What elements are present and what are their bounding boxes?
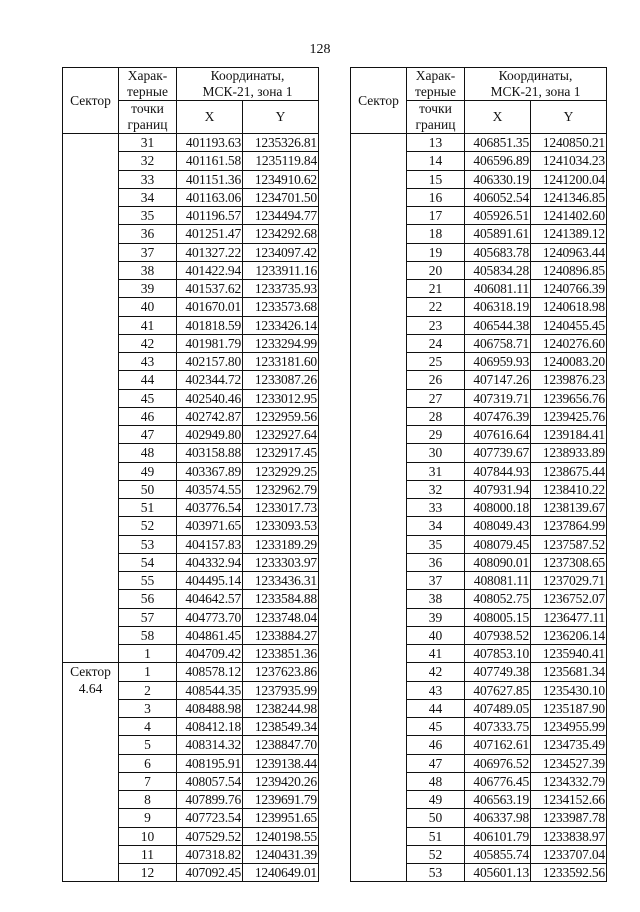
header-coordinates-line1: Координаты, [498,68,573,83]
point-number-cell: 32 [119,152,177,170]
point-number-cell: 42 [119,334,177,352]
x-coordinate-cell: 408412.18 [177,718,243,736]
header-sector: Сектор [351,68,407,134]
y-coordinate-cell: 1233584.88 [243,590,319,608]
x-coordinate-cell: 407899.76 [177,791,243,809]
point-number-cell: 37 [119,243,177,261]
coordinates-table-left [62,67,319,882]
y-coordinate-cell: 1236206.14 [531,626,607,644]
x-coordinate-cell: 404157.83 [177,535,243,553]
x-coordinate-cell: 403574.55 [177,480,243,498]
x-coordinate-cell: 408314.32 [177,736,243,754]
point-number-cell: 8 [119,791,177,809]
y-coordinate-cell: 1237935.99 [243,681,319,699]
y-coordinate-cell: 1233707.04 [531,845,607,863]
x-coordinate-cell: 401537.62 [177,280,243,298]
x-coordinate-cell: 404773.70 [177,608,243,626]
x-coordinate-cell: 408195.91 [177,754,243,772]
point-number-cell: 40 [407,626,465,644]
header-x: X [177,101,243,134]
point-number-cell: 29 [407,426,465,444]
y-coordinate-cell: 1240963.44 [531,243,607,261]
point-number-cell: 57 [119,608,177,626]
y-coordinate-cell: 1233987.78 [531,809,607,827]
point-number-cell: 34 [119,188,177,206]
point-number-cell: 46 [119,407,177,425]
x-coordinate-cell: 405891.61 [465,225,531,243]
y-coordinate-cell: 1233012.95 [243,389,319,407]
y-coordinate-cell: 1241346.85 [531,188,607,206]
x-coordinate-cell: 408049.43 [465,517,531,535]
point-number-cell: 52 [407,845,465,863]
point-number-cell: 45 [407,718,465,736]
point-number-cell: 23 [407,316,465,334]
y-coordinate-cell: 1235187.90 [531,699,607,717]
point-number-cell: 42 [407,663,465,681]
y-coordinate-cell: 1233087.26 [243,371,319,389]
point-number-cell: 33 [119,170,177,188]
x-coordinate-cell: 407333.75 [465,718,531,736]
page-number: 128 [309,42,331,57]
x-coordinate-cell: 406758.71 [465,334,531,352]
point-number-cell: 39 [119,280,177,298]
x-coordinate-cell: 407616.64 [465,426,531,444]
x-coordinate-cell: 404495.14 [177,572,243,590]
point-number-cell: 37 [407,572,465,590]
point-number-cell: 39 [407,608,465,626]
header-points-line3: точки [131,101,164,116]
x-coordinate-cell: 405834.28 [465,261,531,279]
point-number-cell: 40 [119,298,177,316]
y-coordinate-cell: 1239876.23 [531,371,607,389]
y-coordinate-cell: 1235326.81 [243,134,319,152]
point-number-cell: 3 [119,699,177,717]
x-coordinate-cell: 401981.79 [177,334,243,352]
y-coordinate-cell: 1240649.01 [243,864,319,882]
x-coordinate-cell: 407723.54 [177,809,243,827]
x-coordinate-cell: 406776.45 [465,772,531,790]
x-coordinate-cell: 406959.93 [465,353,531,371]
point-number-cell: 52 [119,517,177,535]
point-number-cell: 51 [119,499,177,517]
header-points-line4: границ [127,117,168,132]
y-coordinate-cell: 1237623.86 [243,663,319,681]
point-number-cell: 11 [119,845,177,863]
sector-cell: Сектор 4.64 [63,663,119,882]
x-coordinate-cell: 408578.12 [177,663,243,681]
x-coordinate-cell: 402742.87 [177,407,243,425]
header-points [119,68,177,101]
point-number-cell: 7 [119,772,177,790]
x-coordinate-cell: 407529.52 [177,827,243,845]
y-coordinate-cell: 1233426.14 [243,316,319,334]
header-points-cont [119,101,177,134]
y-coordinate-cell: 1239138.44 [243,754,319,772]
point-number-cell: 24 [407,334,465,352]
x-coordinate-cell: 407627.85 [465,681,531,699]
x-coordinate-cell: 406101.79 [465,827,531,845]
x-coordinate-cell: 402344.72 [177,371,243,389]
point-number-cell: 43 [407,681,465,699]
point-number-cell: 49 [119,462,177,480]
x-coordinate-cell: 407749.38 [465,663,531,681]
y-coordinate-cell: 1241389.12 [531,225,607,243]
y-coordinate-cell: 1233294.99 [243,334,319,352]
x-coordinate-cell: 406851.35 [465,134,531,152]
y-coordinate-cell: 1240431.39 [243,845,319,863]
x-coordinate-cell: 408544.35 [177,681,243,699]
point-number-cell: 36 [407,553,465,571]
y-coordinate-cell: 1234494.77 [243,207,319,225]
x-coordinate-cell: 404332.94 [177,553,243,571]
y-coordinate-cell: 1238549.34 [243,718,319,736]
sector-cell [351,134,407,882]
y-coordinate-cell: 1240198.55 [243,827,319,845]
x-coordinate-cell: 406976.52 [465,754,531,772]
point-number-cell: 49 [407,791,465,809]
y-coordinate-cell: 1235681.34 [531,663,607,681]
header-points-line1: Харак- [415,68,456,83]
header-points-line2: терные [127,84,168,99]
y-coordinate-cell: 1238410.22 [531,480,607,498]
point-number-cell: 44 [407,699,465,717]
x-coordinate-cell: 408057.54 [177,772,243,790]
y-coordinate-cell: 1240766.39 [531,280,607,298]
y-coordinate-cell: 1234527.39 [531,754,607,772]
point-number-cell: 26 [407,371,465,389]
table-row [351,134,607,152]
point-number-cell: 43 [119,353,177,371]
point-number-cell: 22 [407,298,465,316]
point-number-cell: 28 [407,407,465,425]
y-coordinate-cell: 1240276.60 [531,334,607,352]
y-coordinate-cell: 1233017.73 [243,499,319,517]
y-coordinate-cell: 1234701.50 [243,188,319,206]
y-coordinate-cell: 1239184.41 [531,426,607,444]
x-coordinate-cell: 408005.15 [465,608,531,626]
point-number-cell: 31 [407,462,465,480]
y-coordinate-cell: 1237864.99 [531,517,607,535]
x-coordinate-cell: 408090.01 [465,553,531,571]
point-number-cell: 48 [119,444,177,462]
header-points-line1: Харак- [127,68,168,83]
y-coordinate-cell: 1233748.04 [243,608,319,626]
y-coordinate-cell: 1237587.52 [531,535,607,553]
point-number-cell: 41 [119,316,177,334]
x-coordinate-cell: 406596.89 [465,152,531,170]
y-coordinate-cell: 1239951.65 [243,809,319,827]
x-coordinate-cell: 407489.05 [465,699,531,717]
y-coordinate-cell: 1232929.25 [243,462,319,480]
point-number-cell: 47 [119,426,177,444]
x-coordinate-cell: 407318.82 [177,845,243,863]
header-points-line3: точки [419,101,452,116]
y-coordinate-cell: 1241402.60 [531,207,607,225]
point-number-cell: 47 [407,754,465,772]
y-coordinate-cell: 1232927.64 [243,426,319,444]
y-coordinate-cell: 1232959.56 [243,407,319,425]
point-number-cell: 20 [407,261,465,279]
point-number-cell: 41 [407,645,465,663]
y-coordinate-cell: 1234152.66 [531,791,607,809]
point-number-cell: 6 [119,754,177,772]
x-coordinate-cell: 407162.61 [465,736,531,754]
point-number-cell: 19 [407,243,465,261]
x-coordinate-cell: 401251.47 [177,225,243,243]
point-number-cell: 25 [407,353,465,371]
y-coordinate-cell: 1235430.10 [531,681,607,699]
x-coordinate-cell: 407476.39 [465,407,531,425]
y-coordinate-cell: 1234735.49 [531,736,607,754]
y-coordinate-cell: 1239420.26 [243,772,319,790]
point-number-cell: 34 [407,517,465,535]
point-number-cell: 35 [119,207,177,225]
point-number-cell: 33 [407,499,465,517]
x-coordinate-cell: 407739.67 [465,444,531,462]
point-number-cell: 58 [119,626,177,644]
sector-cell [63,134,119,663]
y-coordinate-cell: 1234097.42 [243,243,319,261]
x-coordinate-cell: 401151.36 [177,170,243,188]
y-coordinate-cell: 1232962.79 [243,480,319,498]
y-coordinate-cell: 1235119.84 [243,152,319,170]
x-coordinate-cell: 402157.80 [177,353,243,371]
header-points-line2: терные [415,84,456,99]
x-coordinate-cell: 408079.45 [465,535,531,553]
y-coordinate-cell: 1233735.93 [243,280,319,298]
x-coordinate-cell: 406318.19 [465,298,531,316]
x-coordinate-cell: 401163.06 [177,188,243,206]
y-coordinate-cell: 1237029.71 [531,572,607,590]
point-number-cell: 48 [407,772,465,790]
x-coordinate-cell: 408488.98 [177,699,243,717]
x-coordinate-cell: 408052.75 [465,590,531,608]
header-points [407,68,465,101]
y-coordinate-cell: 1233838.97 [531,827,607,845]
point-number-cell: 14 [407,152,465,170]
y-coordinate-cell: 1234292.68 [243,225,319,243]
table-row [63,134,319,152]
x-coordinate-cell: 407931.94 [465,480,531,498]
x-coordinate-cell: 402540.46 [177,389,243,407]
y-coordinate-cell: 1233573.68 [243,298,319,316]
point-number-cell: 21 [407,280,465,298]
y-coordinate-cell: 1240455.45 [531,316,607,334]
x-coordinate-cell: 406052.54 [465,188,531,206]
point-number-cell: 38 [119,261,177,279]
x-coordinate-cell: 407147.26 [465,371,531,389]
x-coordinate-cell: 405926.51 [465,207,531,225]
y-coordinate-cell: 1233592.56 [531,864,607,882]
header-points-cont [407,101,465,134]
header-points-line4: границ [415,117,456,132]
y-coordinate-cell: 1240083.20 [531,353,607,371]
point-number-cell: 36 [119,225,177,243]
point-number-cell: 51 [407,827,465,845]
point-number-cell: 16 [407,188,465,206]
x-coordinate-cell: 401193.63 [177,134,243,152]
point-number-cell: 2 [119,681,177,699]
y-coordinate-cell: 1238933.89 [531,444,607,462]
y-coordinate-cell: 1238675.44 [531,462,607,480]
y-coordinate-cell: 1241200.04 [531,170,607,188]
header-coordinates-line2: МСК-21, зона 1 [202,84,293,99]
point-number-cell: 4 [119,718,177,736]
x-coordinate-cell: 407853.10 [465,645,531,663]
y-coordinate-cell: 1233851.36 [243,645,319,663]
point-number-cell: 56 [119,590,177,608]
point-number-cell: 45 [119,389,177,407]
x-coordinate-cell: 401670.01 [177,298,243,316]
point-number-cell: 46 [407,736,465,754]
x-coordinate-cell: 405601.13 [465,864,531,882]
header-sector: Сектор [63,68,119,134]
y-coordinate-cell: 1233189.29 [243,535,319,553]
point-number-cell: 35 [407,535,465,553]
point-number-cell: 53 [119,535,177,553]
y-coordinate-cell: 1239691.79 [243,791,319,809]
header-coordinates [465,68,607,101]
x-coordinate-cell: 406081.11 [465,280,531,298]
x-coordinate-cell: 402949.80 [177,426,243,444]
y-coordinate-cell: 1239656.76 [531,389,607,407]
x-coordinate-cell: 404642.57 [177,590,243,608]
y-coordinate-cell: 1240896.85 [531,261,607,279]
table-row [63,663,319,681]
point-number-cell: 18 [407,225,465,243]
y-coordinate-cell: 1237308.65 [531,553,607,571]
x-coordinate-cell: 406330.19 [465,170,531,188]
header-x: X [465,101,531,134]
point-number-cell: 9 [119,809,177,827]
point-number-cell: 55 [119,572,177,590]
header-coordinates-line1: Координаты, [210,68,285,83]
coordinates-table-right [350,67,607,882]
point-number-cell: 50 [119,480,177,498]
x-coordinate-cell: 407938.52 [465,626,531,644]
y-coordinate-cell: 1236752.07 [531,590,607,608]
x-coordinate-cell: 403971.65 [177,517,243,535]
header-coordinates [177,68,319,101]
table-body [63,134,319,882]
point-number-cell: 5 [119,736,177,754]
point-number-cell: 12 [119,864,177,882]
y-coordinate-cell: 1234332.79 [531,772,607,790]
point-number-cell: 27 [407,389,465,407]
y-coordinate-cell: 1241034.23 [531,152,607,170]
y-coordinate-cell: 1233911.16 [243,261,319,279]
y-coordinate-cell: 1234955.99 [531,718,607,736]
x-coordinate-cell: 404861.45 [177,626,243,644]
point-number-cell: 31 [119,134,177,152]
x-coordinate-cell: 401422.94 [177,261,243,279]
y-coordinate-cell: 1238847.70 [243,736,319,754]
x-coordinate-cell: 403367.89 [177,462,243,480]
point-number-cell: 30 [407,444,465,462]
x-coordinate-cell: 401161.58 [177,152,243,170]
y-coordinate-cell: 1238244.98 [243,699,319,717]
y-coordinate-cell: 1238139.67 [531,499,607,517]
header-y: Y [243,101,319,134]
x-coordinate-cell: 406563.19 [465,791,531,809]
y-coordinate-cell: 1233093.53 [243,517,319,535]
y-coordinate-cell: 1233181.60 [243,353,319,371]
x-coordinate-cell: 408081.11 [465,572,531,590]
y-coordinate-cell: 1239425.76 [531,407,607,425]
point-number-cell: 13 [407,134,465,152]
point-number-cell: 1 [119,645,177,663]
point-number-cell: 15 [407,170,465,188]
y-coordinate-cell: 1233884.27 [243,626,319,644]
x-coordinate-cell: 405855.74 [465,845,531,863]
point-number-cell: 32 [407,480,465,498]
point-number-cell: 54 [119,553,177,571]
x-coordinate-cell: 404709.42 [177,645,243,663]
y-coordinate-cell: 1233303.97 [243,553,319,571]
x-coordinate-cell: 401327.22 [177,243,243,261]
x-coordinate-cell: 406337.98 [465,809,531,827]
y-coordinate-cell: 1236477.11 [531,608,607,626]
point-number-cell: 1 [119,663,177,681]
x-coordinate-cell: 403776.54 [177,499,243,517]
point-number-cell: 53 [407,864,465,882]
y-coordinate-cell: 1240850.21 [531,134,607,152]
point-number-cell: 44 [119,371,177,389]
point-number-cell: 50 [407,809,465,827]
table-body [351,134,607,882]
y-coordinate-cell: 1240618.98 [531,298,607,316]
y-coordinate-cell: 1233436.31 [243,572,319,590]
y-coordinate-cell: 1232917.45 [243,444,319,462]
header-coordinates-line2: МСК-21, зона 1 [490,84,581,99]
x-coordinate-cell: 407092.45 [177,864,243,882]
point-number-cell: 17 [407,207,465,225]
x-coordinate-cell: 401818.59 [177,316,243,334]
point-number-cell: 38 [407,590,465,608]
x-coordinate-cell: 407844.93 [465,462,531,480]
x-coordinate-cell: 407319.71 [465,389,531,407]
y-coordinate-cell: 1234910.62 [243,170,319,188]
x-coordinate-cell: 401196.57 [177,207,243,225]
x-coordinate-cell: 408000.18 [465,499,531,517]
point-number-cell: 10 [119,827,177,845]
x-coordinate-cell: 405683.78 [465,243,531,261]
x-coordinate-cell: 403158.88 [177,444,243,462]
x-coordinate-cell: 406544.38 [465,316,531,334]
y-coordinate-cell: 1235940.41 [531,645,607,663]
header-y: Y [531,101,607,134]
